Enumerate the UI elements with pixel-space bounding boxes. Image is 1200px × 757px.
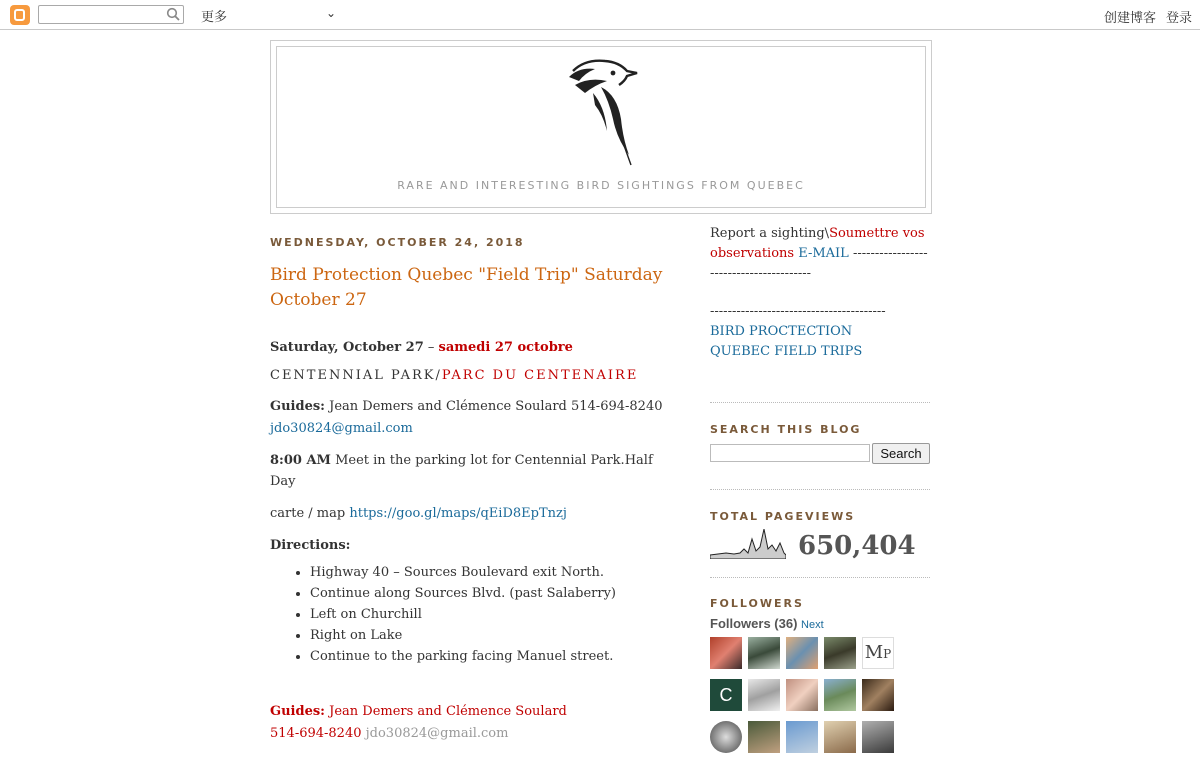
chevron-down-icon[interactable]: ⌄	[326, 6, 337, 20]
avatar[interactable]	[748, 721, 780, 753]
post-meet	[270, 450, 670, 492]
pageviews-sparkline-icon	[710, 529, 786, 559]
post-guides	[270, 396, 670, 440]
directions-heading	[270, 535, 670, 556]
blogger-logo-icon[interactable]	[10, 5, 30, 25]
list-item: • Continue to the parking facing Manuel street.	[310, 646, 670, 667]
location-en: CENTENNIAL PARK/	[270, 368, 442, 383]
post-date: WEDNESDAY, OCTOBER 24, 2018	[270, 236, 525, 249]
report-fr: Soumettre vos observations	[710, 226, 925, 261]
sidebar	[710, 224, 930, 757]
avatar[interactable]	[824, 679, 856, 711]
avatar[interactable]	[862, 679, 894, 711]
header-inner-frame	[276, 46, 926, 208]
pageviews-count: 650,404	[798, 531, 916, 561]
search-input[interactable]	[710, 444, 870, 462]
directions-label: Directions:	[270, 538, 351, 553]
directions-list	[270, 562, 670, 667]
search-widget	[710, 444, 930, 464]
avatar[interactable]	[824, 637, 856, 669]
blog-header	[270, 40, 932, 214]
report-email-link[interactable]: E-MAIL	[794, 246, 849, 261]
list-item: • Left on Churchill	[310, 604, 670, 625]
avatar[interactable]	[786, 721, 818, 753]
avatar[interactable]: C	[710, 679, 742, 711]
login-link[interactable]: 登录	[1166, 10, 1193, 25]
followers-widget-title: FOLLOWERS	[710, 597, 804, 610]
widget-separator	[710, 402, 930, 403]
guides2-label: Guides:	[270, 704, 325, 719]
more-dropdown[interactable]: 更多	[201, 9, 228, 24]
followers-next-link[interactable]: Next	[801, 619, 824, 631]
avatar[interactable]	[786, 637, 818, 669]
widget-separator	[710, 489, 930, 490]
report-dashes: ----------------------------------------	[710, 246, 928, 281]
pageviews-widget	[710, 529, 930, 565]
navbar-search-input[interactable]	[38, 5, 184, 24]
avatar-mp-logo-icon[interactable]: MP	[862, 637, 894, 669]
followers-grid	[710, 637, 930, 757]
avatar[interactable]	[824, 721, 856, 753]
avatar[interactable]	[862, 721, 894, 753]
post-title-link[interactable]: Bird Protection Quebec "Field Trip" Saturday October 27	[270, 265, 663, 310]
map-link[interactable]: https://goo.gl/maps/qEiD8EpTnzj	[349, 506, 567, 521]
blog-description: RARE AND INTERESTING BIRD SIGHTINGS FROM QUEBEC	[397, 179, 805, 192]
post-date-line	[270, 337, 670, 358]
location-fr: PARC DU CENTENAIRE	[441, 368, 639, 383]
post-body	[270, 337, 670, 745]
post-location	[270, 365, 670, 386]
report-sighting-widget	[710, 224, 930, 284]
map-label: carte / map	[270, 506, 350, 521]
bird-logo-icon[interactable]	[565, 55, 645, 167]
widget-separator	[710, 577, 930, 578]
guides-text: Jean Demers and Clémence Soulard 514-694-8240	[324, 399, 663, 414]
blogger-navbar	[0, 0, 1200, 30]
search-icon[interactable]	[166, 7, 180, 21]
guides2-email: jdo30824@gmail.com	[361, 726, 509, 741]
meet-time: 8:00 AM	[270, 453, 331, 468]
list-item: • Right on Lake	[310, 625, 670, 646]
field-trips-link[interactable]: BIRD PROCTECTION QUEBEC FIELD TRIPS	[710, 324, 863, 359]
followers-header	[710, 616, 930, 631]
date-line-dash: –	[423, 340, 439, 355]
post-map	[270, 503, 670, 524]
search-widget-title: SEARCH THIS BLOG	[710, 423, 862, 436]
list-item: • Continue along Sources Blvd. (past Salaberry)	[310, 583, 670, 604]
dashes-divider: ----------------------------------------	[710, 304, 886, 319]
meet-text: Meet in the parking lot for Centennial Park.Half Day	[270, 453, 653, 489]
search-button[interactable]: Search	[872, 443, 930, 464]
date-line-fr: samedi 27 octobre	[438, 340, 573, 355]
avatar[interactable]	[786, 679, 818, 711]
avatar[interactable]	[710, 721, 742, 753]
create-blog-link[interactable]: 创建博客	[1104, 10, 1157, 25]
date-line-en: Saturday, October 27	[270, 340, 424, 355]
guides-email-link[interactable]: jdo30824@gmail.com	[270, 421, 413, 436]
pageviews-widget-title: TOTAL PAGEVIEWS	[710, 510, 856, 523]
guides-label: Guides:	[270, 399, 325, 414]
avatar[interactable]	[748, 679, 780, 711]
guides2-phone: 514-694-8240	[270, 726, 362, 741]
main-column	[270, 236, 670, 745]
list-item: • Highway 40 – Sources Boulevard exit North.	[310, 562, 670, 583]
guides2-text: Jean Demers and Clémence Soulard	[324, 704, 567, 719]
post-guides-fr	[270, 701, 670, 745]
followers-count: Followers (36)	[710, 616, 798, 631]
avatar[interactable]	[710, 637, 742, 669]
report-en: Report a sighting\	[710, 226, 830, 241]
avatar[interactable]	[748, 637, 780, 669]
